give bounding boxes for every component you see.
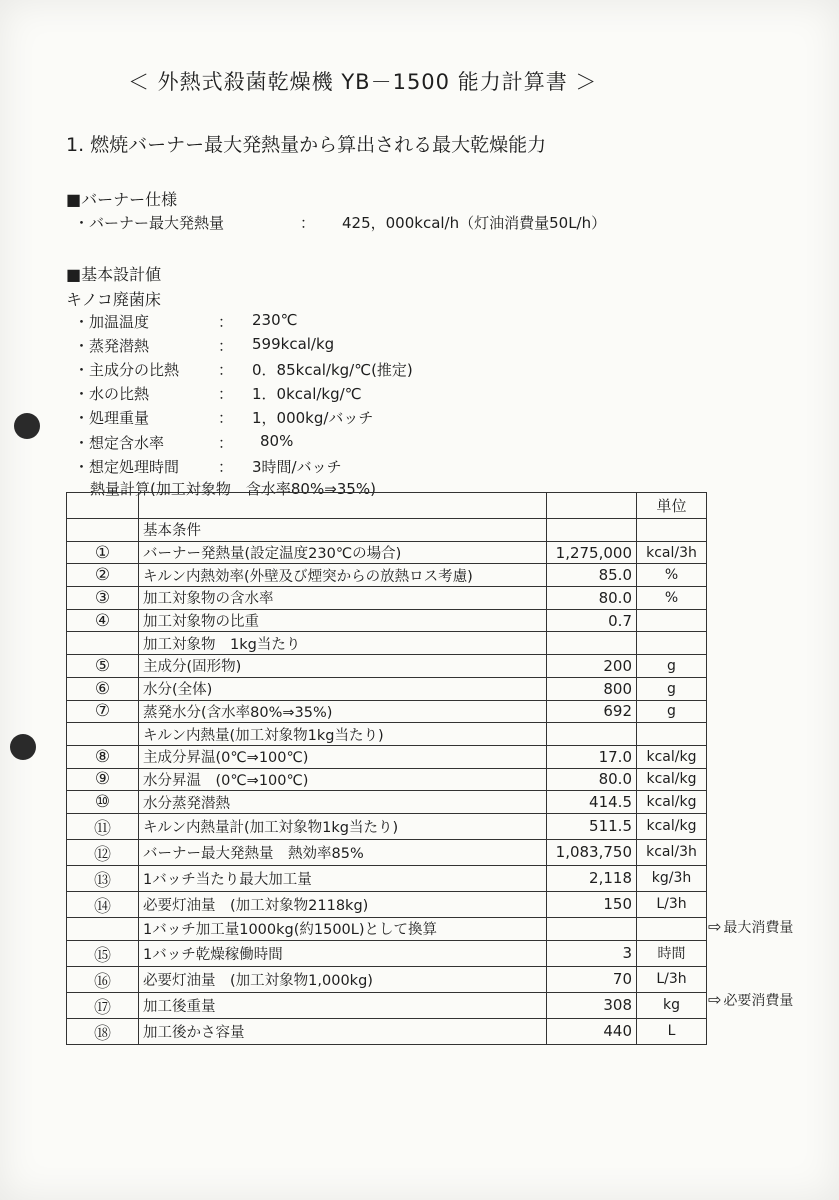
row-value: 440 (547, 1018, 637, 1044)
row-unit: L/3h (637, 891, 707, 917)
row-item: 水分昇温 (0℃⇒100℃) (139, 768, 547, 791)
table-row (67, 791, 707, 814)
table-row (67, 541, 707, 564)
required-consumption-note (708, 990, 793, 1010)
row-unit: kcal/3h (637, 541, 707, 564)
table-cell (67, 519, 139, 542)
row-unit: kcal/kg (637, 813, 707, 839)
row-unit: g (637, 700, 707, 723)
row-number: ③ (67, 587, 139, 610)
row-value: 80.0 (547, 587, 637, 610)
row-item: 主成分(固形物) (139, 655, 547, 678)
design-item-label: ・水の比熱 (74, 385, 150, 403)
row-number: ① (67, 541, 139, 564)
design-item-label: ・想定処理時間 (74, 458, 180, 476)
row-number: ⑪ (67, 813, 139, 839)
design-item-colon: ： (218, 385, 234, 403)
row-item: 蒸発水分(含水率80%⇒35%) (139, 700, 547, 723)
row-value: 17.0 (547, 745, 637, 768)
design-item-colon: ： (218, 458, 234, 476)
design-item-value: 3時間/バッチ (252, 458, 342, 476)
design-item-label: ・蒸発潜熱 (74, 337, 150, 355)
row-unit: L/3h (637, 966, 707, 992)
table-cell (67, 632, 139, 655)
row-value: 200 (547, 655, 637, 678)
table-row (67, 891, 707, 917)
table-cell (547, 632, 637, 655)
row-unit (637, 609, 707, 632)
row-number: ② (67, 564, 139, 587)
design-item-colon: ： (218, 361, 234, 379)
row-value: 511.5 (547, 813, 637, 839)
material-name: キノコ廃菌床 (66, 290, 161, 309)
row-unit: kcal/kg (637, 745, 707, 768)
table-row (67, 768, 707, 791)
group-label: 基本条件 (139, 519, 547, 542)
table-row (67, 745, 707, 768)
row-item: キルン内熱効率(外壁及び煙突からの放熱ロス考慮) (139, 564, 547, 587)
row-value: 80.0 (547, 768, 637, 791)
design-item-value: 0．85kcal/kg/℃(推定) (252, 361, 413, 379)
table-cell (67, 723, 139, 746)
max-consumption-note (708, 917, 793, 937)
row-number: ⑨ (67, 768, 139, 791)
row-item: 主成分昇温(0℃⇒100℃) (139, 745, 547, 768)
design-item-label: ・主成分の比熱 (74, 361, 180, 379)
right-arrow-icon: ⇨ (708, 990, 722, 1009)
row-number: ⑬ (67, 865, 139, 891)
row-unit: kcal/kg (637, 791, 707, 814)
row-unit: kg/3h (637, 865, 707, 891)
row-unit: % (637, 564, 707, 587)
design-item-value: 599kcal/kg (252, 335, 335, 353)
row-value: 308 (547, 992, 637, 1018)
table-row (67, 564, 707, 587)
punch-hole-top (14, 413, 40, 439)
row-item: 水分(全体) (139, 677, 547, 700)
row-item: キルン内熱量計(加工対象物1kg当たり) (139, 813, 547, 839)
row-number: ⑯ (67, 966, 139, 992)
row-item: 加工対象物の含水率 (139, 587, 547, 610)
table-row (67, 587, 707, 610)
table-cell (637, 519, 707, 542)
row-item: バーナー発熱量(設定温度230℃の場合) (139, 541, 547, 564)
row-value: 692 (547, 700, 637, 723)
header-cell (67, 493, 139, 519)
row-unit: 時間 (637, 940, 707, 966)
row-unit: g (637, 655, 707, 678)
table-row (67, 700, 707, 723)
row-value: 800 (547, 677, 637, 700)
right-arrow-icon: ⇨ (708, 917, 722, 936)
table-cell (637, 917, 707, 940)
row-item: 必要灯油量 (加工対象物2118kg) (139, 891, 547, 917)
table-row (67, 677, 707, 700)
row-unit: kcal/3h (637, 839, 707, 865)
row-unit: g (637, 677, 707, 700)
row-unit: L (637, 1018, 707, 1044)
design-item-value: 80% (260, 432, 294, 450)
table-row (67, 813, 707, 839)
document-title: ＜ 外熱式殺菌乾燥機 YB－1500 能力計算書 ＞ (128, 70, 598, 94)
row-item: バーナー最大発熱量 熱効率85% (139, 839, 547, 865)
heat-calculation-table (66, 492, 707, 1045)
table-cell (547, 723, 637, 746)
row-item: 加工後重量 (139, 992, 547, 1018)
row-number: ⑧ (67, 745, 139, 768)
group-label: キルン内熱量(加工対象物1kg当たり) (139, 723, 547, 746)
design-item-value: 1．0kcal/kg/℃ (252, 385, 362, 403)
row-value: 1,083,750 (547, 839, 637, 865)
burner-max-heat-label: ・バーナー最大発熱量 (74, 214, 225, 232)
table-cell (637, 723, 707, 746)
burner-max-heat-value: 425，000kcal/h（灯油消費量50L/h） (342, 214, 607, 232)
row-item: 加工後かさ容量 (139, 1018, 547, 1044)
group-label: 加工対象物 1kg当たり (139, 632, 547, 655)
row-item: 水分蒸発潜熱 (139, 791, 547, 814)
row-unit: kcal/kg (637, 768, 707, 791)
design-item-value: 1，000kg/バッチ (252, 409, 374, 427)
required-consumption-label: 必要消費量 (723, 993, 794, 1009)
header-cell (139, 493, 547, 519)
header-cell (547, 493, 637, 519)
row-number: ⑱ (67, 1018, 139, 1044)
row-number: ⑦ (67, 700, 139, 723)
row-value: 414.5 (547, 791, 637, 814)
table-cell (67, 917, 139, 940)
section-heading: 1. 燃焼バーナー最大発熱量から算出される最大乾燥能力 (66, 134, 547, 156)
design-item-label: ・加温温度 (74, 313, 150, 331)
punch-hole-bottom (10, 734, 36, 760)
group-row (67, 632, 707, 655)
design-item-colon: ： (218, 434, 234, 452)
group-row (67, 917, 707, 940)
row-value: 70 (547, 966, 637, 992)
table-row (67, 609, 707, 632)
row-item: 必要灯油量 (加工対象物1,000kg) (139, 966, 547, 992)
row-number: ④ (67, 609, 139, 632)
row-number: ⑩ (67, 791, 139, 814)
design-values-heading: ■基本設計値 (66, 265, 162, 284)
table-row (67, 839, 707, 865)
row-number: ⑥ (67, 677, 139, 700)
table-cell (637, 632, 707, 655)
row-item: 1バッチ乾燥稼働時間 (139, 940, 547, 966)
row-value: 150 (547, 891, 637, 917)
design-item-label: ・想定含水率 (74, 434, 165, 452)
group-row (67, 519, 707, 542)
row-number: ⑮ (67, 940, 139, 966)
row-value: 1,275,000 (547, 541, 637, 564)
table-row (67, 1018, 707, 1044)
row-unit: % (637, 587, 707, 610)
row-value: 0.7 (547, 609, 637, 632)
row-number: ⑤ (67, 655, 139, 678)
design-item-colon: ： (218, 409, 234, 427)
group-row (67, 723, 707, 746)
design-item-colon: ： (218, 337, 234, 355)
table-row (67, 865, 707, 891)
row-number: ⑫ (67, 839, 139, 865)
group-label: 1バッチ加工量1000kg(約1500L)として換算 (139, 917, 547, 940)
burner-spec-heading: ■バーナー仕様 (66, 190, 178, 209)
table-cell (547, 917, 637, 940)
max-consumption-label: 最大消費量 (723, 920, 794, 936)
design-item-colon: ： (218, 313, 234, 331)
row-number: ⑭ (67, 891, 139, 917)
row-item: 加工対象物の比重 (139, 609, 547, 632)
design-item-value: 230℃ (252, 311, 298, 329)
heat-calc-caption: 熱量計算(加工対象物 含水率80%⇒35%) (90, 480, 376, 498)
design-item-label: ・処理重量 (74, 409, 150, 427)
burner-colon: ： (300, 214, 316, 232)
row-value: 3 (547, 940, 637, 966)
row-item: 1バッチ当たり最大加工量 (139, 865, 547, 891)
table-row (67, 940, 707, 966)
table-header-row (67, 493, 707, 519)
unit-header: 単位 (637, 493, 707, 519)
table-cell (547, 519, 637, 542)
row-value: 2,118 (547, 865, 637, 891)
table-row (67, 966, 707, 992)
row-unit: kg (637, 992, 707, 1018)
table-row (67, 655, 707, 678)
row-number: ⑰ (67, 992, 139, 1018)
table-row (67, 992, 707, 1018)
row-value: 85.0 (547, 564, 637, 587)
